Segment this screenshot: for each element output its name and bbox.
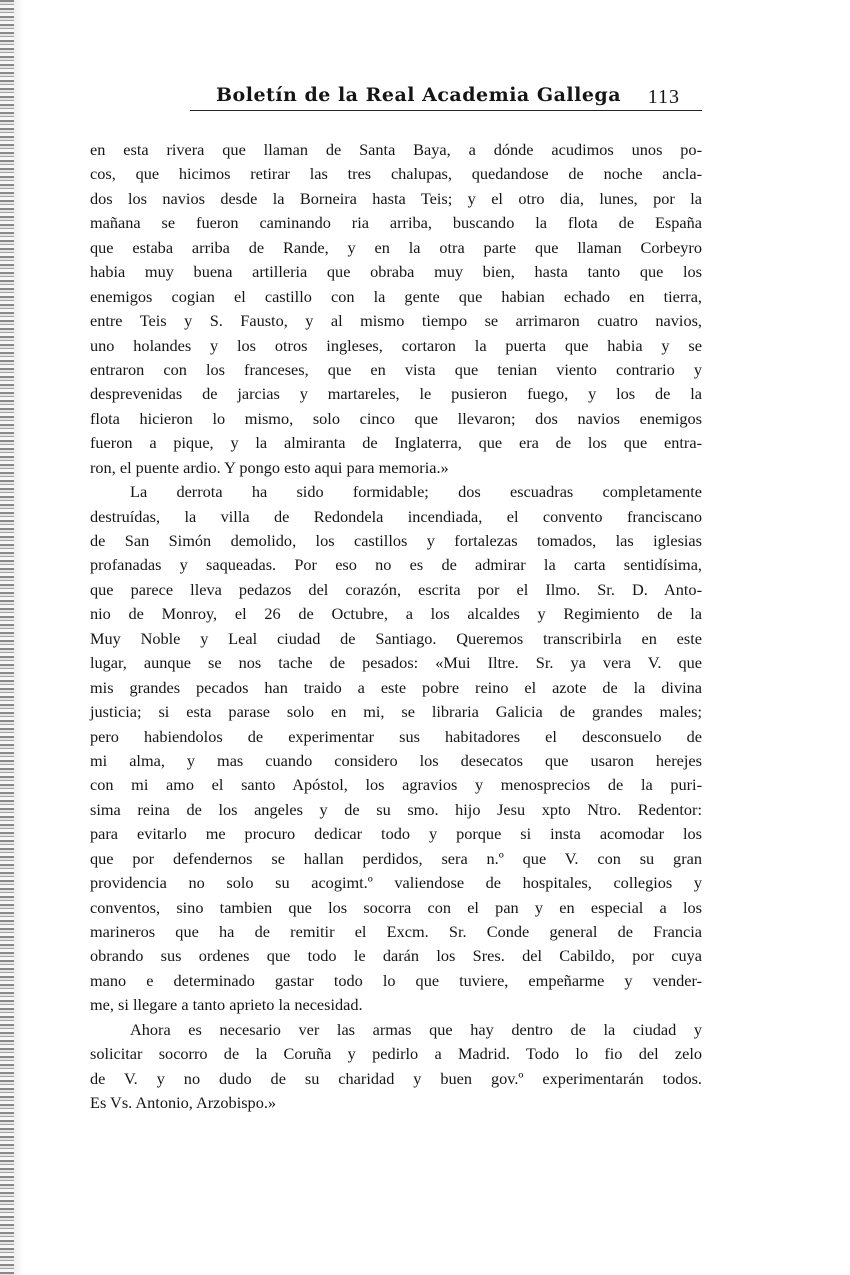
text-line: sima reina de los angeles y de su smo. hijo Jesu xpto Ntro. Redentor:	[90, 799, 702, 819]
text-line: entre Teis y S. Fausto, y al mismo tiempo se arrimaron cuatro navios,	[90, 311, 702, 331]
header-rule	[190, 110, 702, 111]
text-line: profanadas y saqueadas. Por eso no es de admirar la carta sentidísima,	[90, 555, 702, 575]
text-line: ron, el puente ardio. Y pongo esto aqui para memoria.»	[90, 457, 449, 477]
text-line: mi alma, y mas cuando considero los desecatos que usaron herejes	[90, 750, 702, 770]
text-line: habia muy buena artilleria que obraba muy bien, hasta tanto que los	[90, 262, 702, 282]
text-line: pero habiendolos de experimentar sus habitadores el desconsuelo de	[90, 726, 702, 746]
text-line: para evitarlo me procuro dedicar todo y porque si insta acomodar los	[90, 824, 702, 844]
text-line: Ahora es necesario ver las armas que hay dentro de la ciudad y	[130, 1019, 702, 1039]
text-line: mañana se fueron caminando ria arriba, buscando la flota de España	[90, 213, 702, 233]
text-line: fueron a pique, y la almiranta de Inglaterra, que era de los que entra-	[90, 433, 702, 453]
text-line: enemigos cogian el castillo con la gente que habian echado en tierra,	[90, 286, 702, 306]
page-number: 113	[647, 86, 680, 108]
text-line: desprevenidas de jarcias y martareles, le pusieron fuego, y los de la	[90, 384, 702, 404]
text-line: uno holandes y los otros ingleses, cortaron la puerta que habia y se	[90, 335, 702, 355]
text-line: conventos, sino tambien que los socorra con el pan y en especial a los	[90, 897, 702, 917]
text-line: flota hicieron lo mismo, solo cinco que llevaron; dos navios enemigos	[90, 408, 702, 428]
text-line: entraron con los franceses, que en vista que tenian viento contrario y	[90, 359, 702, 379]
text-line: Es Vs. Antonio, Arzobispo.»	[90, 1093, 277, 1113]
page-header	[90, 84, 702, 118]
text-line: mano e determinado gastar todo lo que tuviere, empeñarme y vender-	[90, 970, 702, 990]
text-line: destruídas, la villa de Redondela incendiada, el convento franciscano	[90, 506, 702, 526]
text-line: dos los navios desde la Borneira hasta Teis; y el otro dia, lunes, por la	[90, 188, 702, 208]
text-line: que estaba arriba de Rande, y en la otra parte que llaman Corbeyro	[90, 237, 702, 257]
text-line: cos, que hicimos retirar las tres chalupas, quedandose de noche ancla-	[90, 164, 702, 184]
text-line: nio de Monroy, el 26 de Octubre, a los alcaldes y Regimiento de la	[90, 604, 702, 624]
text-line: que parece lleva pedazos del corazón, escrita por el Ilmo. Sr. D. Anto-	[90, 579, 702, 599]
text-line: que por defendernos se hallan perdidos, sera n.º que V. con su gran	[90, 848, 702, 868]
text-line: La derrota ha sido formidable; dos escuadras completamente	[130, 482, 702, 502]
text-line: en esta rivera que llaman de Santa Baya, a dónde acudimos unos po-	[90, 140, 702, 159]
text-line: lugar, aunque se nos tache de pesados: «Mui Iltre. Sr. ya vera V. que	[90, 653, 702, 673]
text-line: solicitar socorro de la Coruña y pedirlo a Madrid. Todo lo fio del zelo	[90, 1044, 702, 1064]
text-line: justicia; si esta parase solo en mi, se libraria Galicia de grandes males;	[90, 702, 702, 722]
running-head: Boletín de la Real Academia Gallega	[216, 84, 622, 106]
text-line: de San Simón demolido, los castillos y fortalezas tomados, las iglesias	[90, 531, 702, 550]
text-line: con mi amo el santo Apóstol, los agravios y menosprecios de la puri-	[90, 775, 702, 795]
text-line: me, si llegare a tanto aprieto la necesidad.	[90, 995, 363, 1015]
text-line: mis grandes pecados han traido a este pobre reino el azote de la divina	[90, 677, 702, 697]
text-line: Muy Noble y Leal ciudad de Santiago. Queremos transcribirla en este	[90, 628, 702, 648]
text-line: providencia no solo su acogimt.º valiendose de hospitales, collegios y	[90, 873, 702, 893]
page-binding-edge	[0, 0, 14, 1275]
body-text	[90, 138, 702, 1116]
text-line: marineros que ha de remitir el Excm. Sr. Conde general de Francia	[90, 922, 702, 941]
text-line: obrando sus ordenes que todo le darán los Sres. del Cabildo, por cuya	[90, 946, 702, 966]
text-line: de V. y no dudo de su charidad y buen gov.º experimentarán todos.	[90, 1068, 702, 1088]
